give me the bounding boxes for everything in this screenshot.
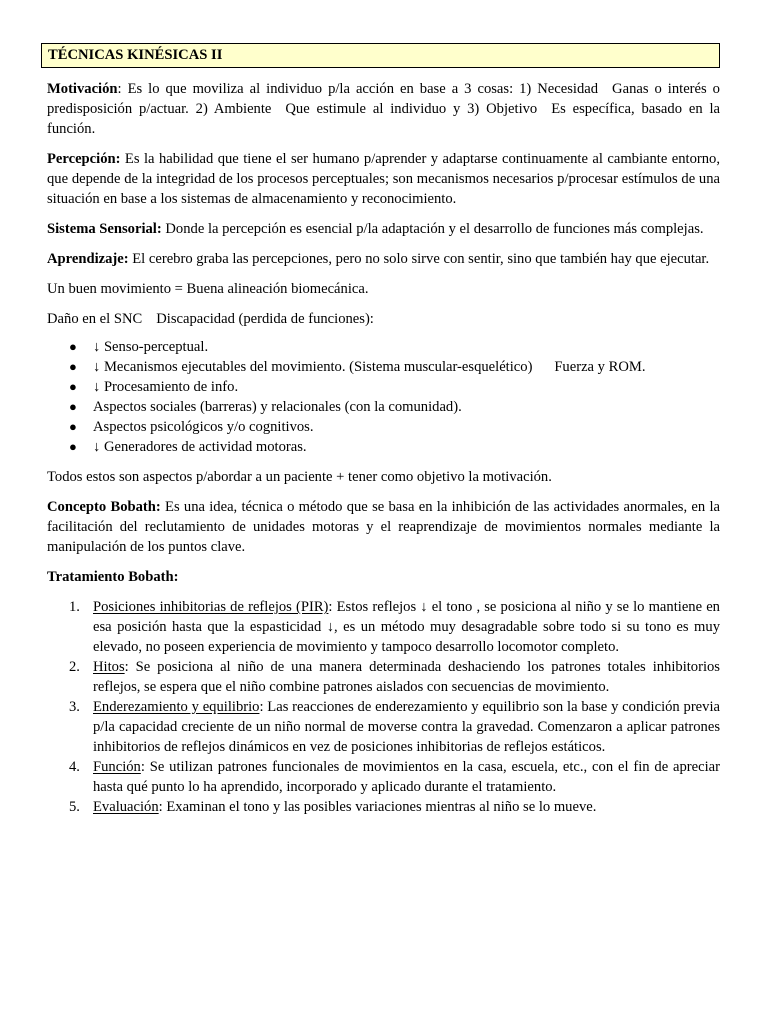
term-aprendizaje: Aprendizaje:	[47, 251, 129, 267]
numbered-list	[47, 597, 720, 817]
term-concepto-bobath: Concepto Bobath:	[47, 499, 161, 515]
paragraph-motivacion: Motivación: Es lo que moviliza al individuo p/la acción en base a 3 cosas: 1) Necesidad Ganas o interés o predisposición p/actuar. 2) Ambiente Que estimule al individuo y 3) Objetivo Es específica, basado en la función.	[47, 81, 720, 137]
paragraph-todos: Todos estos son aspectos p/abordar a un paciente + tener como objetivo la motivación.	[47, 469, 552, 485]
list-item: ● ↓ Generadores de actividad motoras.	[69, 439, 307, 455]
page-title: TÉCNICAS KINÉSICAS II	[41, 43, 720, 68]
step-term: Posiciones inhibitorias de reflejos (PIR)	[93, 599, 329, 615]
term-sistema-sensorial: Sistema Sensorial:	[47, 221, 162, 237]
paragraph-concepto-bobath: Concepto Bobath: Es una idea, técnica o método que se basa en la inhibición de las actividades anormales, en la facilitación del reclutamiento de unidades motoras y el reaprendizaje de movimientos normales mediante la manipulación de los puntos clave.	[47, 499, 720, 555]
step-term: Enderezamiento y equilibrio	[93, 699, 260, 715]
paragraph-sistema-sensorial: Sistema Sensorial: Donde la percepción es esencial p/la adaptación y el desarrollo de funciones más complejas.	[47, 221, 704, 237]
list-item: ● ↓ Senso-perceptual.	[69, 339, 209, 355]
bullet-icon: ●	[69, 379, 77, 394]
list-item: 5. Evaluación: Examinan el tono y las posibles variaciones mientras al niño se lo mueve.	[69, 799, 597, 815]
list-item: ● ↓ Procesamiento de info.	[69, 379, 239, 395]
list-item: ● Aspectos sociales (barreras) y relacionales (con la comunidad).	[69, 399, 462, 415]
bullet-icon: ●	[69, 339, 77, 354]
term-percepcion: Percepción:	[47, 151, 121, 167]
paragraph-aprendizaje: Aprendizaje: El cerebro graba las percepciones, pero no solo sirve con sentir, sino que también hay que ejecutar.	[47, 251, 710, 267]
list-item: 1. Posiciones inhibitorias de reflejos (PIR): Estos reflejos ↓ el tono , se posiciona al niño y se lo mantiene en esa posición hasta que la espasticidad ↓, es un método muy desagradable sobre todo si su tono es muy elevado, no poseen experiencia de movimiento y tampoco desarrollo locomotor completo.	[69, 599, 720, 655]
step-term: Función	[93, 759, 141, 775]
step-term: Hitos	[93, 659, 125, 675]
bullet-list	[47, 337, 720, 457]
document-page	[47, 43, 720, 817]
list-item: 2. Hitos: Se posiciona al niño de una manera determinada deshaciendo los patrones totales inhibitorios reflejos, se espera que el niño combine patrones aislados con secuencias de movimiento.	[69, 659, 720, 695]
paragraph-movimiento: Un buen movimiento = Buena alineación biomecánica.	[47, 281, 369, 297]
paragraph-percepcion: Percepción: Es la habilidad que tiene el ser humano p/aprender y adaptarse continuamente al cambiante entorno, que depende de la integridad de los procesos perceptuales; son mecanismos necesarios p/procesar estímulos de una situación en base a los sistemas de almacenamiento y reconocimiento.	[47, 151, 720, 207]
bullet-icon: ●	[69, 399, 77, 414]
heading-tratamiento-bobath: Tratamiento Bobath:	[47, 569, 179, 585]
list-item: ● Aspectos psicológicos y/o cognitivos.	[69, 419, 314, 435]
term-motivacion: Motivación	[47, 81, 118, 97]
list-item: 4. Función: Se utilizan patrones funcionales de movimientos en la casa, escuela, etc., con el fin de apreciar hasta qué punto lo ha aprendido, incorporado y aplicado durante el tratamiento.	[69, 759, 720, 795]
bullet-icon: ●	[69, 439, 77, 454]
list-item: 3. Enderezamiento y equilibrio: Las reacciones de enderezamiento y equilibrio son la base y condición previa p/la capacidad creciente de un niño normal de moverse contra la gravedad. Comenzaron a aplicar patrones inhibitorios de reflejos dinámicos en vez de posiciones inhibitorias de reflejos estáticos.	[69, 699, 720, 755]
step-term: Evaluación	[93, 799, 159, 815]
list-item: ● ↓ Mecanismos ejecutables del movimiento. (Sistema muscular-esquelético) Fuerza y ROM.	[69, 359, 646, 375]
paragraph-dano-snc: Daño en el SNC Discapacidad (perdida de funciones):	[47, 311, 374, 327]
bullet-icon: ●	[69, 419, 77, 434]
bullet-icon: ●	[69, 359, 77, 374]
